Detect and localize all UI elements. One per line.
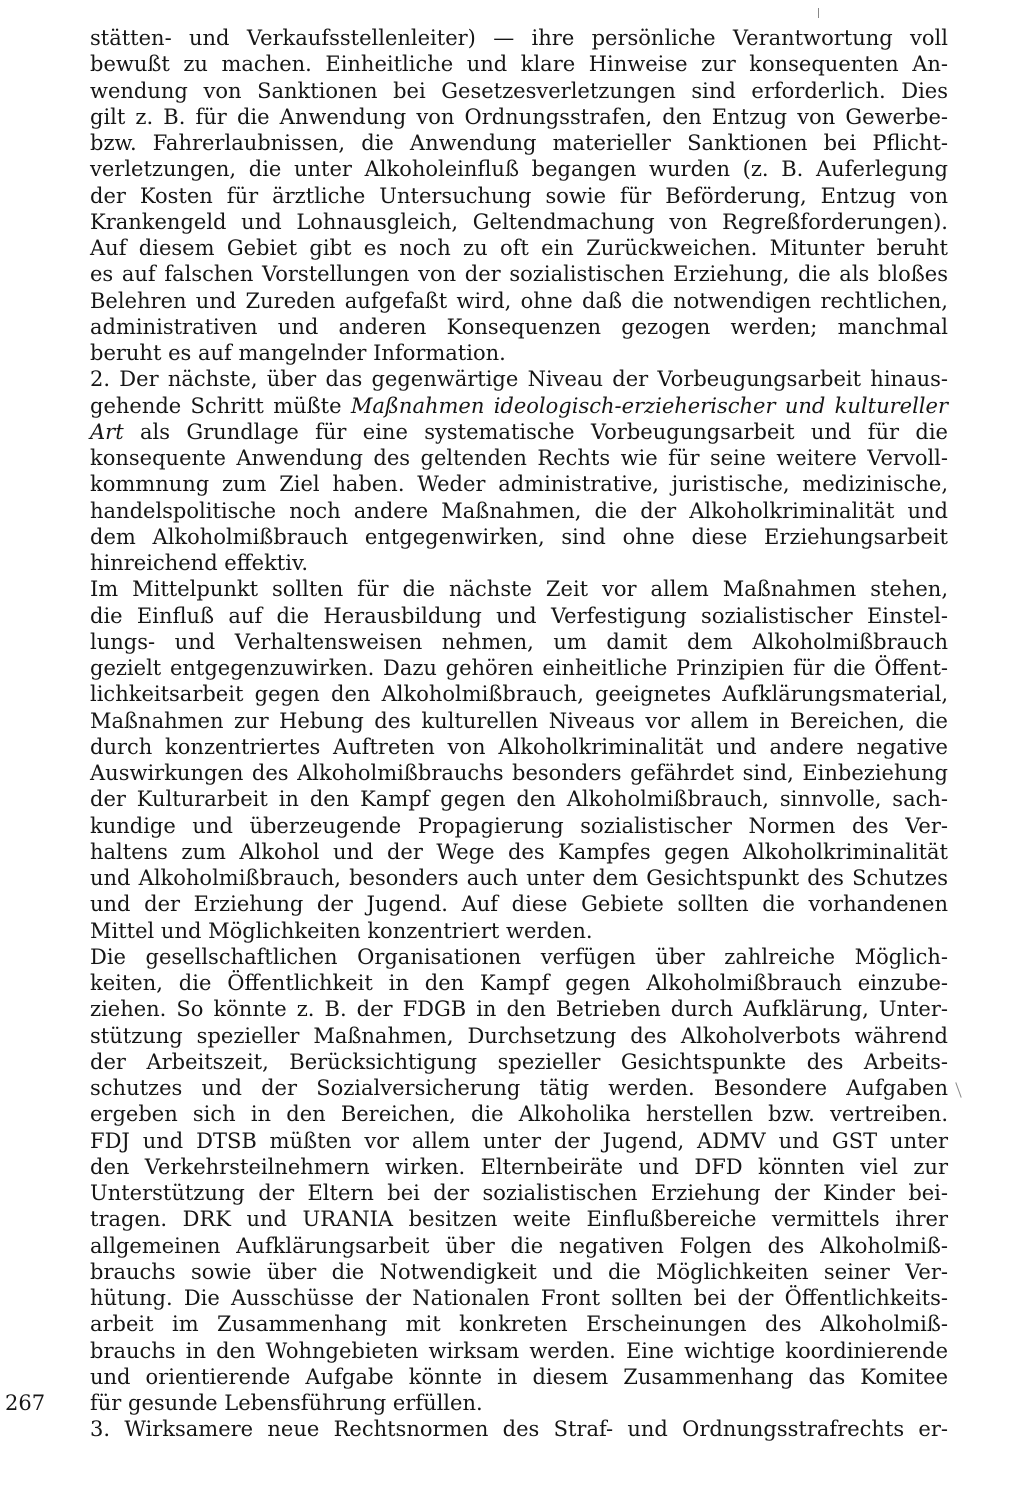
text-line: tragen. DRK und URANIA besitzen weite Einflußbereiche vermittels ihrer — [90, 1207, 948, 1232]
text-line: lichkeitsarbeit gegen den Alkoholmißbrauch, geeignetes Aufklärungsmaterial, — [90, 682, 948, 707]
text-line: Krankengeld und Lohnausgleich, Geltendmachung von Regreßforderungen). — [90, 209, 948, 234]
text-line: hinreichend effektiv. — [90, 551, 309, 575]
text-line: ergeben sich in den Bereichen, die Alkoholika herstellen bzw. vertreiben. — [90, 1102, 948, 1127]
text-line: allgemeinen Aufklärungsarbeit über die negativen Folgen des Alkoholmiß- — [90, 1233, 948, 1258]
text-line: Mittel und Möglichkeiten konzentriert werden. — [90, 918, 593, 943]
text-line: schutzes und der Sozialversicherung tätig werden. Besondere Aufgaben — [90, 1076, 948, 1100]
text-line: und Alkoholmißbrauch, besonders auch unter dem Gesichtspunkt des Schutzes — [90, 866, 948, 890]
text-line: haltens zum Alkohol und der Wege des Kampfes gegen Alkoholkriminalität — [90, 839, 948, 864]
text-line: bzw. Fahrerlaubnissen, die Anwendung materieller Sanktionen bei Pflicht- — [90, 131, 948, 155]
scan-speck — [818, 8, 819, 18]
text-line: bewußt zu machen. Einheitliche und klare Hinweise zur konsequenten An- — [90, 52, 948, 77]
text-line: keiten, die Öffentlichkeit in den Kampf gegen Alkoholmißbrauch einzube- — [90, 971, 948, 995]
text-line: der Kosten für ärztliche Untersuchung sowie für Beförderung, Entzug von — [90, 183, 948, 208]
text-line — [90, 419, 948, 445]
text-line: gezielt entgegenzuwirken. Dazu gehören einheitliche Prinzipien für die Öffent- — [90, 656, 948, 680]
paragraph — [90, 944, 948, 1417]
text-line: wendung von Sanktionen bei Gesetzesverletzungen sind erforderlich. Dies — [90, 78, 948, 103]
text-line: Unterstützung der Eltern bei der sozialistischen Erziehung der Kinder bei- — [90, 1181, 948, 1205]
emphasis-text: Art — [90, 419, 124, 444]
text-line: Belehren und Zureden aufgefaßt wird, ohne daß die notwendigen rechtlichen, — [90, 288, 948, 313]
text-line: stätten- und Verkaufsstellenleiter) — ihre persönliche Verantwortung voll — [90, 26, 948, 50]
text-line: Auf diesem Gebiet gibt es noch zu oft ein Zurückweichen. Mitunter beruht — [90, 236, 948, 260]
text-line: handelspolitische noch andere Maßnahmen, die der Alkoholkriminalität und — [90, 498, 948, 523]
text-line: administrativen und anderen Konsequenzen gezogen werden; manchmal — [90, 314, 948, 339]
paragraph-continued — [90, 25, 948, 366]
text-line — [90, 393, 948, 419]
text-line: Im Mittelpunkt sollten für die nächste Zeit vor allem Maßnahmen stehen, — [90, 577, 948, 602]
text-line: Auswirkungen des Alkoholmißbrauchs besonders gefährdet sind, Einbeziehung — [90, 761, 948, 785]
text-line: die Einfluß auf die Herausbildung und Verfestigung sozialistischer Einstel- — [90, 603, 948, 628]
text-line: FDJ und DTSB müßten vor allem unter der Jugend, ADMV und GST unter — [90, 1128, 948, 1153]
text-line: und der Erziehung der Jugend. Auf diese Gebiete sollten die vorhandenen — [90, 892, 948, 917]
text-line: Die gesellschaftlichen Organisationen verfügen über zahlreiche Möglich- — [90, 944, 948, 969]
paragraph-item-3 — [90, 1416, 948, 1442]
text-line: beruht es auf mangelnder Information. — [90, 341, 506, 365]
text-line: gilt z. B. für die Anwendung von Ordnungsstrafen, den Entzug von Gewerbe- — [90, 104, 948, 129]
text-line: hütung. Die Ausschüsse der Nationalen Front sollten bei der Öffentlichkeits- — [90, 1286, 948, 1310]
text-line: 3. Wirksamere neue Rechtsnormen des Straf- und Ordnungsstrafrechts er- — [90, 1417, 948, 1442]
emphasis-text: Maßnahmen ideologisch-erzieherischer und kultureller — [350, 393, 948, 418]
text-line: kommnung zum Ziel haben. Weder administrative, juristische, medizinische, — [90, 472, 948, 497]
text-line: verletzungen, die unter Alkoholeinfluß begangen wurden (z. B. Auferlegung — [90, 157, 948, 182]
text-line: der Kulturarbeit in den Kampf gegen den Alkoholmißbrauch, sinnvolle, sach- — [90, 787, 948, 812]
text-run: als Grundlage für eine systematische Vorbeugungsarbeit und für die — [140, 419, 948, 444]
text-line: brauchs in den Wohngebieten wirksam werden. Eine wichtige koordinierende — [90, 1338, 948, 1363]
page-number: 267 — [5, 1391, 46, 1415]
text-column — [90, 25, 948, 1443]
text-line: konsequente Anwendung des geltenden Rechts wie für seine weitere Vervoll- — [90, 446, 948, 470]
scan-speck — [955, 1082, 961, 1097]
text-line: ziehen. So könnte z. B. der FDGB in den Betrieben durch Aufklärung, Unter- — [90, 997, 948, 1022]
text-line: Maßnahmen zur Hebung des kulturellen Niveaus vor allem in Bereichen, die — [90, 708, 948, 733]
text-line: durch konzentriertes Auftreten von Alkoholkriminalität und andere negative — [90, 734, 948, 759]
text-line: es auf falschen Vorstellungen von der sozialistischen Erziehung, die als bloßes — [90, 262, 948, 287]
text-line: der Arbeitszeit, Berücksichtigung spezieller Gesichtspunkte des Arbeits- — [90, 1049, 948, 1074]
text-line: kundige und überzeugende Propagierung sozialistischer Normen des Ver- — [90, 813, 948, 838]
text-line: stützung spezieller Maßnahmen, Durchsetzung des Alkoholverbots während — [90, 1023, 948, 1048]
text-line: dem Alkoholmißbrauch entgegenwirken, sind ohne diese Erziehungsarbeit — [90, 524, 948, 549]
text-line: arbeit im Zusammenhang mit konkreten Erscheinungen des Alkoholmiß- — [90, 1312, 948, 1337]
text-line: den Verkehrsteilnehmern wirken. Elternbeiräte und DFD könnten viel zur — [90, 1154, 948, 1179]
text-line: 2. Der nächste, über das gegenwärtige Niveau der Vorbeugungsarbeit hinaus- — [90, 367, 948, 392]
text-line: und orientierende Aufgabe könnte in diesem Zusammenhang das Komitee — [90, 1364, 948, 1389]
text-line: für gesunde Lebensführung erfüllen. — [90, 1391, 483, 1415]
text-line: lungs- und Verhaltensweisen nehmen, um damit dem Alkoholmißbrauch — [90, 629, 948, 654]
text-line: brauchs sowie über die Notwendigkeit und die Möglichkeiten seiner Ver- — [90, 1259, 948, 1284]
paragraph — [90, 576, 948, 944]
paragraph-item-2 — [90, 366, 948, 576]
text-run: gehende Schritt müßte — [90, 393, 342, 418]
